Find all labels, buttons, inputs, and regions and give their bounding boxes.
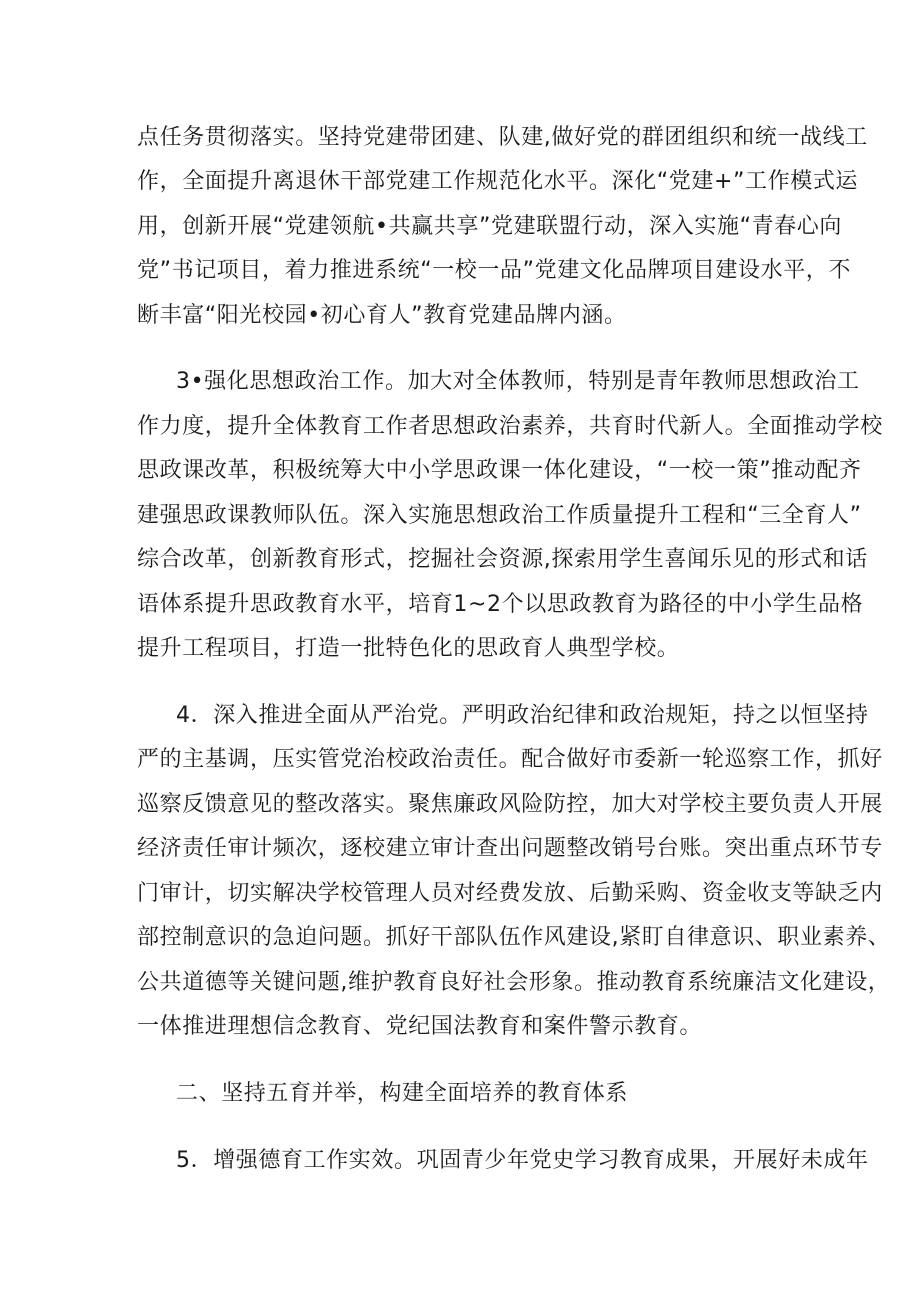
text-line: 党”书记项目，着力推进系统“一校一品”党建文化品牌项目建设水平，不 [137,258,851,283]
text-line: 5．增强德育工作实效。巩固青少年党史学习教育成果，开展好未成年 [176,1148,869,1173]
text-line: 点任务贯彻落实。坚持党建带团建、队建,做好党的群团组织和统一战线工 [137,125,868,150]
text-line: 语体系提升思政教育水平，培育1~2个以思政教育为路径的中小学生品格 [137,592,864,617]
text-line: 建强思政课教师队伍。深入实施思想政治工作质量提升工程和“三全育人” [137,503,862,528]
text-line: 4．深入推进全面从严治党。严明政治纪律和政治规矩，持之以恒坚持 [176,703,869,728]
text-line: 巡察反馈意见的整改落实。聚焦廉政风险防控，加大对学校主要负责人开展 [137,792,883,817]
text-line: 用，创新开展“党建领航•共赢共享”党建联盟行动，深入实施“青春心向 [137,214,842,239]
text-line: 经济责任审计频次，逐校建立审计查出问题整改销号台账。突出重点环节专 [137,836,883,861]
text-line: 综合改革，创新教育形式，挖掘社会资源,探索用学生喜闻乐见的形式和话 [137,547,868,572]
text-line: 门审计，切实解决学校管理人员对经费发放、后勤采购、资金收支等缺乏内 [137,881,883,906]
text-line: 3•强化思想政治工作。加大对全体教师，特别是青年教师思想政治工 [176,369,860,394]
text-line: 提升工程项目，打造一批特色化的思政育人典型学校。 [137,636,680,661]
text-line: 思政课改革，积极统筹大中小学思政课一体化建设，“一校一策”推动配齐 [137,458,862,483]
text-line: 作力度，提升全体教育工作者思想政治素养，共育时代新人。全面推动学校 [137,414,883,439]
text-line: 部控制意识的急迫问题。抓好干部队伍作风建设,紧盯自律意识、职业素养、 [137,925,891,950]
text-line: 作，全面提升离退休干部党建工作规范化水平。深化“党建+”工作模式运 [137,169,859,194]
text-line: 严的主基调，压实管党治校政治责任。配合做好市委新一轮巡察工作，抓好 [137,747,883,772]
text-line: 一体推进理想信念教育、党纪国法教育和案件警示教育。 [137,1014,703,1039]
text-line: 断丰富“阳光校园•初心育人”教育党建品牌内涵。 [137,303,627,328]
heading-line: 二、坚持五育并举，构建全面培养的教育体系 [176,1081,629,1106]
text-line: 公共道德等关键问题,维护教育良好社会形象。推动教育系统廉洁文化建设， [137,970,891,995]
